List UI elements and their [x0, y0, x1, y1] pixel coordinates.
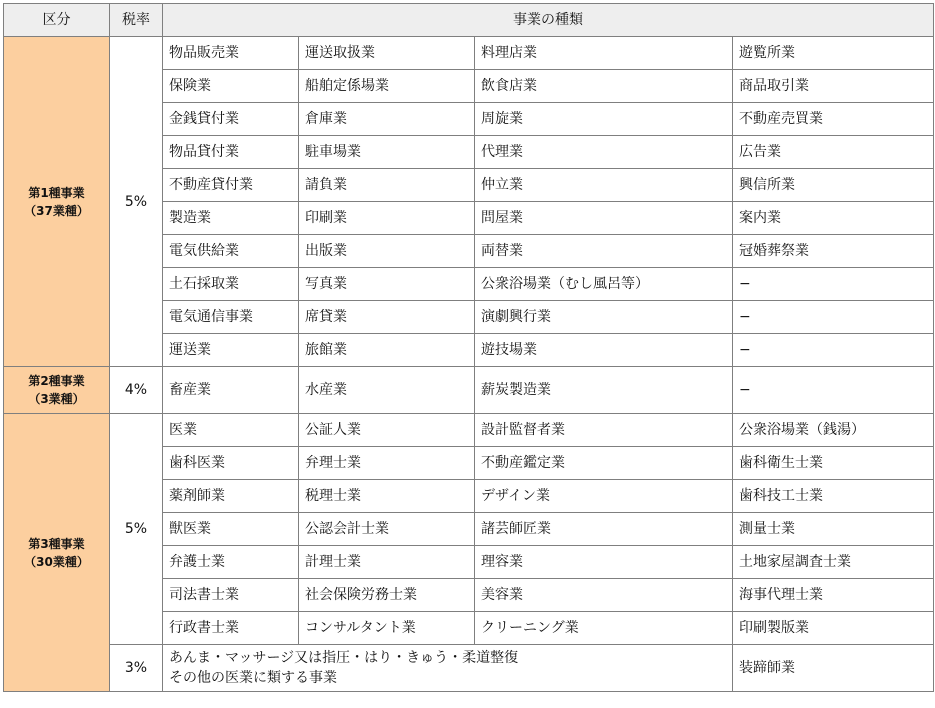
business-type-cell: 畜産業: [163, 367, 299, 414]
business-type-cell: 保険業: [163, 70, 299, 103]
business-type-cell: 出版業: [299, 235, 475, 268]
business-type-cell: −: [733, 367, 934, 414]
business-type-cell: 弁理士業: [299, 447, 475, 480]
business-type-cell: −: [733, 334, 934, 367]
business-type-cell: 席貸業: [299, 301, 475, 334]
table-row: [4, 367, 934, 414]
business-type-cell: 両替業: [475, 235, 733, 268]
category-cell: [4, 414, 110, 692]
business-type-cell: 弁護士業: [163, 546, 299, 579]
business-type-cell: 理容業: [475, 546, 733, 579]
business-type-cell: 物品販売業: [163, 37, 299, 70]
category-name: 第1種事業: [28, 185, 85, 200]
business-type-cell: [163, 645, 733, 692]
business-type-cell: 司法書士業: [163, 579, 299, 612]
table-row: [4, 37, 934, 70]
table-row: [4, 645, 934, 692]
category-name: 第3種事業: [28, 536, 85, 551]
header-row: [4, 4, 934, 37]
business-type-cell: 薪炭製造業: [475, 367, 733, 414]
business-type-cell: 請負業: [299, 169, 475, 202]
business-type-cell: 計理士業: [299, 546, 475, 579]
table-body: [4, 37, 934, 692]
business-type-cell: 周旋業: [475, 103, 733, 136]
business-type-cell: 設計監督者業: [475, 414, 733, 447]
business-type-cell: 税理士業: [299, 480, 475, 513]
business-type-cell: 公衆浴場業（銭湯）: [733, 414, 934, 447]
business-type-cell: 公衆浴場業（むし風呂等）: [475, 268, 733, 301]
business-type-cell: 運送取扱業: [299, 37, 475, 70]
business-type-cell: 社会保険労務士業: [299, 579, 475, 612]
business-type-cell: 旅館業: [299, 334, 475, 367]
rate-cell: 3%: [110, 645, 163, 692]
business-type-cell: 演劇興行業: [475, 301, 733, 334]
business-type-cell: 運送業: [163, 334, 299, 367]
business-type-cell: 公認会計士業: [299, 513, 475, 546]
business-type-cell: 興信所業: [733, 169, 934, 202]
business-type-cell: 海事代理士業: [733, 579, 934, 612]
business-type-cell: 遊覧所業: [733, 37, 934, 70]
business-type-cell: 広告業: [733, 136, 934, 169]
business-type-cell: 商品取引業: [733, 70, 934, 103]
business-type-cell: 倉庫業: [299, 103, 475, 136]
business-type-cell: 土地家屋調査士業: [733, 546, 934, 579]
business-type-cell: クリーニング業: [475, 612, 733, 645]
business-type-cell: 印刷業: [299, 202, 475, 235]
business-type-cell: 歯科技工士業: [733, 480, 934, 513]
header-types: 事業の種類: [163, 4, 934, 37]
business-type-cell: 諸芸師匠業: [475, 513, 733, 546]
business-type-cell: 金銭貸付業: [163, 103, 299, 136]
business-type-cell: 土石採取業: [163, 268, 299, 301]
rate-cell: 4%: [110, 367, 163, 414]
business-type-cell: 不動産鑑定業: [475, 447, 733, 480]
business-type-cell: 公証人業: [299, 414, 475, 447]
category-count: （3業種）: [28, 392, 85, 406]
table-row: [4, 414, 934, 447]
business-type-cell: 案内業: [733, 202, 934, 235]
business-type-cell: 歯科医業: [163, 447, 299, 480]
business-type-cell: 代理業: [475, 136, 733, 169]
business-type-cell: −: [733, 301, 934, 334]
business-type-cell: 物品貸付業: [163, 136, 299, 169]
business-type-cell: デザイン業: [475, 480, 733, 513]
business-type-cell: 不動産貸付業: [163, 169, 299, 202]
category-cell: [4, 37, 110, 367]
business-type-cell: 写真業: [299, 268, 475, 301]
business-type-cell: 冠婚葬祭業: [733, 235, 934, 268]
business-type-cell: 電気供給業: [163, 235, 299, 268]
category-count: （30業種）: [24, 554, 89, 569]
rate-cell: 5%: [110, 37, 163, 367]
category-cell: [4, 367, 110, 414]
header-rate: 税率: [110, 4, 163, 37]
business-type-cell: 印刷製版業: [733, 612, 934, 645]
business-type-cell: 飲食店業: [475, 70, 733, 103]
rate-cell: 5%: [110, 414, 163, 645]
business-type-cell: 問屋業: [475, 202, 733, 235]
business-type-cell: 歯科衛生士業: [733, 447, 934, 480]
category-name: 第2種事業: [28, 374, 85, 388]
business-type-cell: 遊技場業: [475, 334, 733, 367]
category-count: （37業種）: [24, 203, 89, 218]
business-type-cell: 装蹄師業: [733, 645, 934, 692]
header-category: 区分: [4, 4, 110, 37]
business-type-cell: 薬剤師業: [163, 480, 299, 513]
business-type-cell: 駐車場業: [299, 136, 475, 169]
business-type-cell: コンサルタント業: [299, 612, 475, 645]
business-type-cell: 医業: [163, 414, 299, 447]
business-type-cell: 料理店業: [475, 37, 733, 70]
business-type-cell: 水産業: [299, 367, 475, 414]
business-type-line: その他の医業に類する事業: [169, 670, 337, 686]
business-type-cell: −: [733, 268, 934, 301]
business-type-cell: 製造業: [163, 202, 299, 235]
business-type-cell: 美容業: [475, 579, 733, 612]
business-type-cell: 電気通信事業: [163, 301, 299, 334]
business-type-cell: 獣医業: [163, 513, 299, 546]
business-type-cell: 船舶定係場業: [299, 70, 475, 103]
business-type-cell: 行政書士業: [163, 612, 299, 645]
business-type-cell: 測量士業: [733, 513, 934, 546]
business-type-line: あんま・マッサージ又は指圧・はり・きゅう・柔道整復: [169, 650, 519, 666]
business-type-cell: 仲立業: [475, 169, 733, 202]
business-tax-table: [3, 3, 934, 692]
business-type-cell: 不動産売買業: [733, 103, 934, 136]
